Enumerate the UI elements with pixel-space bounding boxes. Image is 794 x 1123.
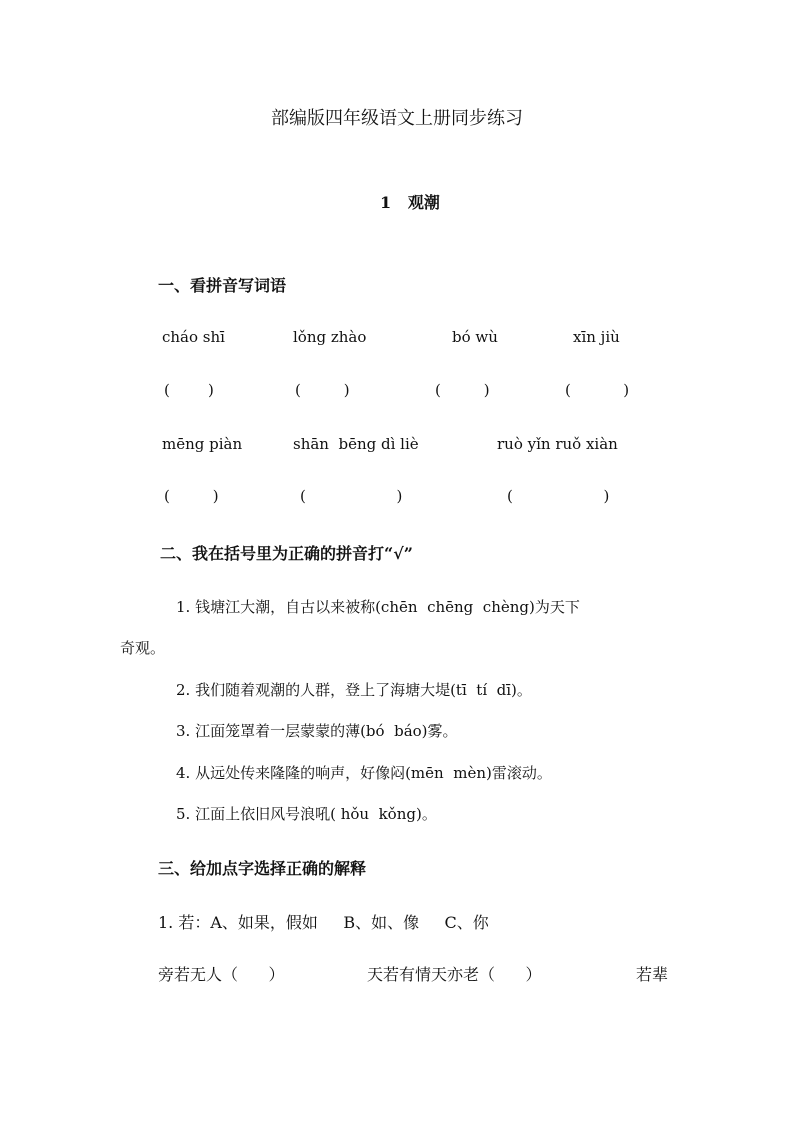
pinyin-item: ruò yǐn ruǒ xiàn bbox=[497, 435, 618, 453]
exercise-line: 1. 钱塘江大潮，自古以来被称(chēn chēng chèng)为天下 bbox=[176, 598, 580, 616]
answer-blank: ( ) bbox=[300, 487, 403, 505]
exercise-line: 2. 我们随着观潮的人群，登上了海塘大堤(tī tí dī)。 bbox=[176, 681, 532, 699]
answer-blank: ( ) bbox=[295, 381, 350, 399]
pinyin-item: mēng piàn bbox=[162, 435, 243, 453]
answer-blank: ( ) bbox=[164, 381, 214, 399]
pinyin-item: bó wù bbox=[452, 328, 498, 346]
section-1-heading: 一、看拼音写词语 bbox=[158, 276, 287, 295]
lesson-title: 1 观潮 bbox=[380, 193, 440, 212]
exercise-line: 3. 江面笼罩着一层蒙蒙的薄(bó báo)雾。 bbox=[176, 722, 458, 740]
answer-blank: ( ) bbox=[164, 487, 219, 505]
exercise-line: 4. 从远处传来隆隆的响声，好像闷(mēn mèn)雷滚动。 bbox=[176, 764, 552, 782]
section-3-heading: 三、给加点字选择正确的解释 bbox=[158, 859, 367, 878]
pinyin-item: cháo shī bbox=[162, 328, 225, 346]
answer-blank: ( ) bbox=[507, 487, 610, 505]
pinyin-item: xīn jiù bbox=[573, 328, 620, 346]
page-title: 部编版四年级语文上册同步练习 bbox=[271, 108, 523, 129]
answer-blank: ( ) bbox=[435, 381, 490, 399]
exercise-line: 天若有情天亦老（ ） bbox=[367, 965, 542, 984]
exercise-line: 5. 江面上依旧风号浪吼( hǒu kǒng)。 bbox=[176, 805, 437, 823]
exercise-line: 旁若无人（ ） bbox=[158, 965, 285, 984]
pinyin-item: lǒng zhào bbox=[293, 328, 367, 346]
exercise-line: 若辈 bbox=[636, 965, 669, 984]
answer-blank: ( ) bbox=[565, 381, 630, 399]
pinyin-item: shān bēng dì liè bbox=[293, 435, 419, 453]
question-line: 1. 若：A、如果，假如 B、如、像 C、你 bbox=[158, 913, 489, 932]
exercise-line: 奇观。 bbox=[120, 639, 166, 657]
section-2-heading: 二、我在括号里为正确的拼音打“√” bbox=[160, 544, 413, 563]
